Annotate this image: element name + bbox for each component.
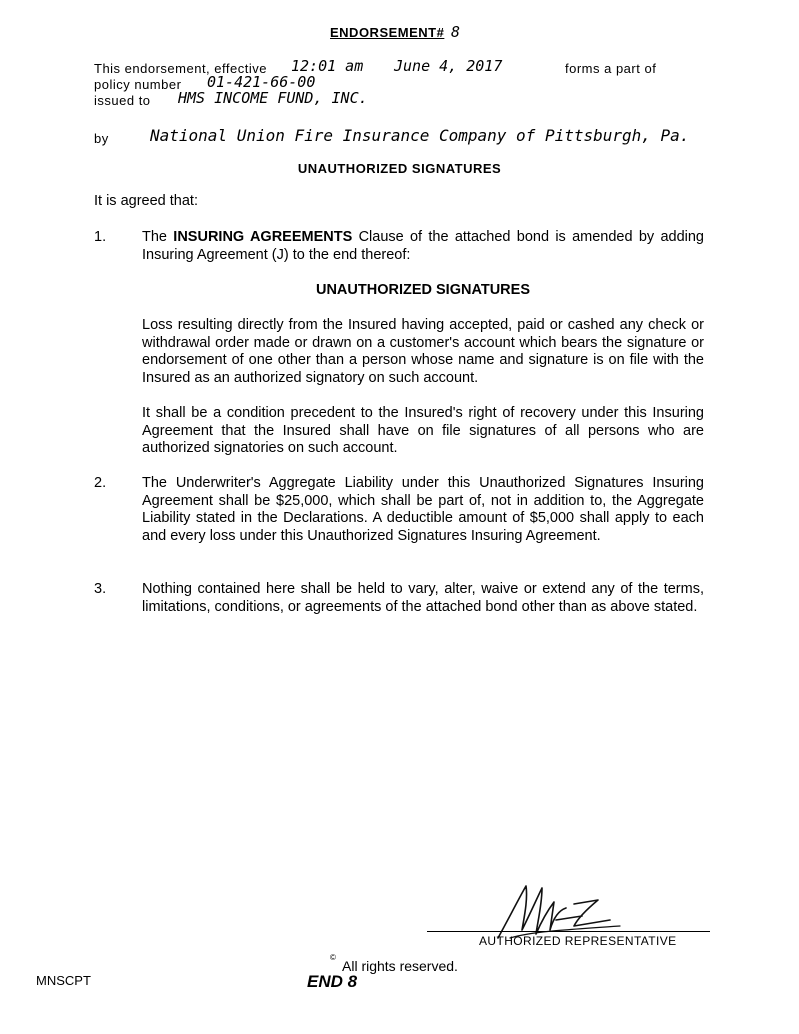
endorsement-title: [330, 25, 444, 40]
item-1-intro-post: Clause of the attached bond is amended by adding Insuring Agreement (J) to the end thereof:: [142, 229, 705, 263]
effective-label: This endorsement, effective: [94, 61, 267, 76]
signature-line: [427, 931, 710, 932]
end-label: END 8: [307, 972, 358, 991]
rights-text: All rights reserved.: [342, 958, 458, 974]
item-1-intro-pre: The: [142, 229, 174, 245]
issued-to-label: issued to: [94, 93, 151, 108]
form-code: MNSCPT: [36, 973, 91, 988]
effective-time: 12:01 am: [291, 57, 364, 75]
insured-name: HMS INCOME FUND, INC.: [178, 89, 368, 107]
insuring-agreements-term: INSURING AGREEMENTS: [173, 229, 353, 245]
signature-label: AUTHORIZED REPRESENTATIVE: [479, 934, 677, 948]
section-heading: UNAUTHORIZED SIGNATURES: [297, 161, 502, 176]
item-3-number: 3.: [94, 581, 107, 597]
policy-number: 01-421-66-00: [207, 73, 316, 91]
agreed-text: It is agreed that:: [94, 193, 198, 209]
item-3-text: Nothing contained here shall be held to vary, alter, waive or extend any of the terms, limitations, conditions, or agreements of the attached bond other than as above stated.: [142, 581, 704, 615]
item-1-number: 1.: [94, 229, 107, 245]
item-2-number: 2.: [94, 475, 107, 491]
by-label: by: [94, 131, 109, 146]
item-1-intro: [142, 229, 704, 264]
copyright-symbol: ©: [330, 953, 336, 962]
signature-scribble: [490, 880, 630, 942]
endorsement-number: 8: [451, 23, 461, 41]
item-1-para-1: Loss resulting directly from the Insured having accepted, paid or cashed any check or withdrawal order made or drawn on a customer's account which bears the signature or endorsement of one other than a person whose name and signature is on file with the Insured as an authorized signatory on such account.: [142, 317, 704, 386]
effective-date: June 4, 2017: [394, 57, 503, 75]
insurer-name: National Union Fire Insurance Company of Pittsburgh, Pa.: [150, 126, 690, 145]
forms-part-label: forms a part of: [565, 61, 657, 76]
subheading: UNAUTHORIZED SIGNATURES: [315, 282, 530, 298]
endorsement-title-label: ENDORSEMENT#: [330, 25, 445, 40]
item-1-para-2: It shall be a condition precedent to the Insured's right of recovery under this Insuring Agreement that the Insured shall have on file signatures of all persons who are authorized signatories on such account.: [142, 405, 704, 456]
policy-number-label: policy number: [94, 77, 182, 92]
item-2-text: The Underwriter's Aggregate Liability under this Unauthorized Signatures Insuring Agreement shall be $25,000, which shall be part of, not in addition to, the Aggregate Liability stated in the Declarations. A deductible amount of $5,000 shall apply to each and every loss under this Unauthorized Signatures Insuring Agreement.: [142, 475, 704, 544]
